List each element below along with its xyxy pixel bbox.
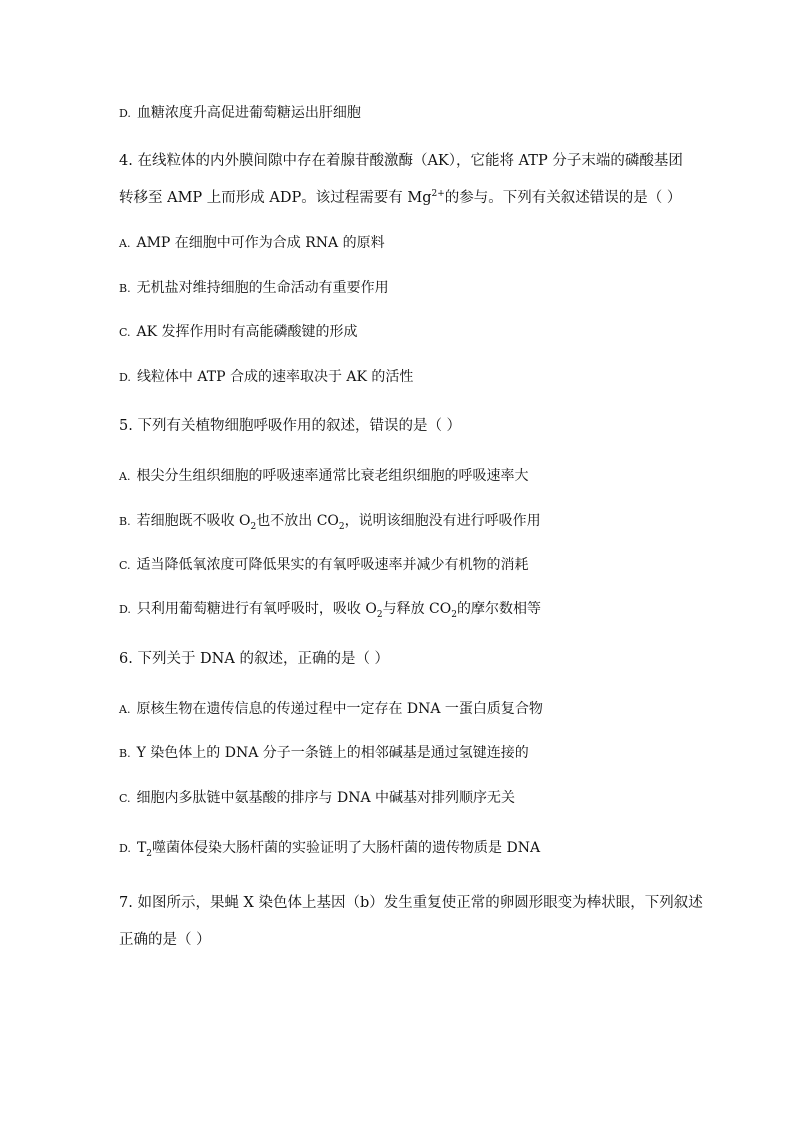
- q4-stem-text-a: 转移至 AMP 上而形成 ADP。该过程需要有 Mg: [119, 190, 432, 206]
- subscript: 2: [376, 609, 383, 620]
- option-label: C.: [119, 559, 131, 572]
- option-text-3: ，说明该细胞没有进行呼吸作用: [344, 513, 541, 529]
- q5-option-d: [119, 599, 541, 620]
- option-label: C.: [119, 326, 131, 339]
- option-label: B.: [119, 515, 131, 528]
- option-label: B.: [119, 282, 131, 295]
- q4-stem-line-1: 4. 在线粒体的内外膜间隙中存在着腺苷酸激酶（AK），它能将 ATP 分子末端的磷酸基团: [119, 153, 683, 169]
- option-text-1: T: [136, 840, 147, 856]
- option-label: D.: [119, 603, 131, 616]
- option-label: A.: [119, 703, 131, 716]
- option-label: D.: [119, 371, 131, 384]
- option-text: 线粒体中 ATP 合成的速率取决于 AK 的活性: [136, 369, 414, 385]
- q6-option-d: [119, 838, 540, 859]
- q4-option-a: [119, 233, 385, 254]
- q6-option-b: [119, 743, 529, 764]
- option-text: 根尖分生组织细胞的呼吸速率通常比衰老组织细胞的呼吸速率大: [136, 468, 529, 484]
- q7-stem-line-1: 7. 如图所示，果蝇 X 染色体上基因（b）发生重复使正常的卵圆形眼变为棒状眼，下列叙述: [119, 895, 703, 911]
- option-text-2: 与释放 CO: [382, 601, 452, 617]
- option-text: 原核生物在遗传信息的传递过程中一定存在 DNA 一蛋白质复合物: [136, 701, 543, 717]
- option-text-3: 的摩尔数相等: [456, 601, 541, 617]
- q5-option-c: [119, 555, 529, 576]
- q7-stem-line-2: 正确的是（ ）: [119, 932, 211, 948]
- option-label: A.: [119, 237, 131, 250]
- q4-option-b: [119, 278, 389, 299]
- q4-superscript: 2+: [431, 189, 445, 200]
- subscript: 2: [146, 848, 153, 859]
- subscript: 2: [250, 521, 257, 532]
- subscript: 2: [338, 521, 345, 532]
- q5-stem: 5. 下列有关植物细胞呼吸作用的叙述，错误的是（ ）: [119, 418, 462, 434]
- q4-option-c: [119, 322, 358, 343]
- option-label: D.: [119, 107, 131, 120]
- subscript: 2: [451, 609, 457, 620]
- q4-option-d: [119, 367, 413, 388]
- option-text: 血糖浓度升高促进葡萄糖运出肝细胞: [136, 105, 361, 121]
- option-text-2: 也不放出 CO: [256, 513, 339, 529]
- option-text-2: 噬菌体侵染大肠杆菌的实验证明了大肠杆菌的遗传物质是 DNA: [152, 840, 541, 856]
- q5-option-b: [119, 511, 541, 532]
- q6-option-a: [119, 699, 543, 720]
- option-label: B.: [119, 747, 131, 760]
- option-label: C.: [119, 792, 131, 805]
- option-text: 适当降低氧浓度可降低果实的有氧呼吸速率并减少有机物的消耗: [136, 557, 529, 573]
- option-text: AK 发挥作用时有高能磷酸键的形成: [136, 324, 358, 340]
- q6-option-c: [119, 788, 515, 809]
- option-text: 无机盐对维持细胞的生命活动有重要作用: [136, 280, 389, 296]
- q5-option-a: [119, 466, 528, 487]
- option-text: 细胞内多肽链中氨基酸的排序与 DNA 中碱基对排列顺序无关: [136, 790, 516, 806]
- option-label: D.: [119, 842, 131, 855]
- option-label: A.: [119, 470, 131, 483]
- q4-stem-text-b: 的参与。下列有关叙述错误的是（ ）: [444, 190, 682, 206]
- option-text-1: 只利用葡萄糖进行有氧呼吸时，吸收 O: [136, 601, 377, 617]
- q3-option-d: [119, 103, 361, 124]
- option-text-1: 若细胞既不吸收 O: [136, 513, 251, 529]
- q6-stem: 6. 下列关于 DNA 的叙述，正确的是（ ）: [119, 651, 390, 667]
- option-text: AMP 在细胞中可作为合成 RNA 的原料: [136, 235, 385, 251]
- option-text: Y 染色体上的 DNA 分子一条链上的相邻碱基是通过氢键连接的: [136, 745, 529, 761]
- q4-stem-line-2: [119, 188, 681, 208]
